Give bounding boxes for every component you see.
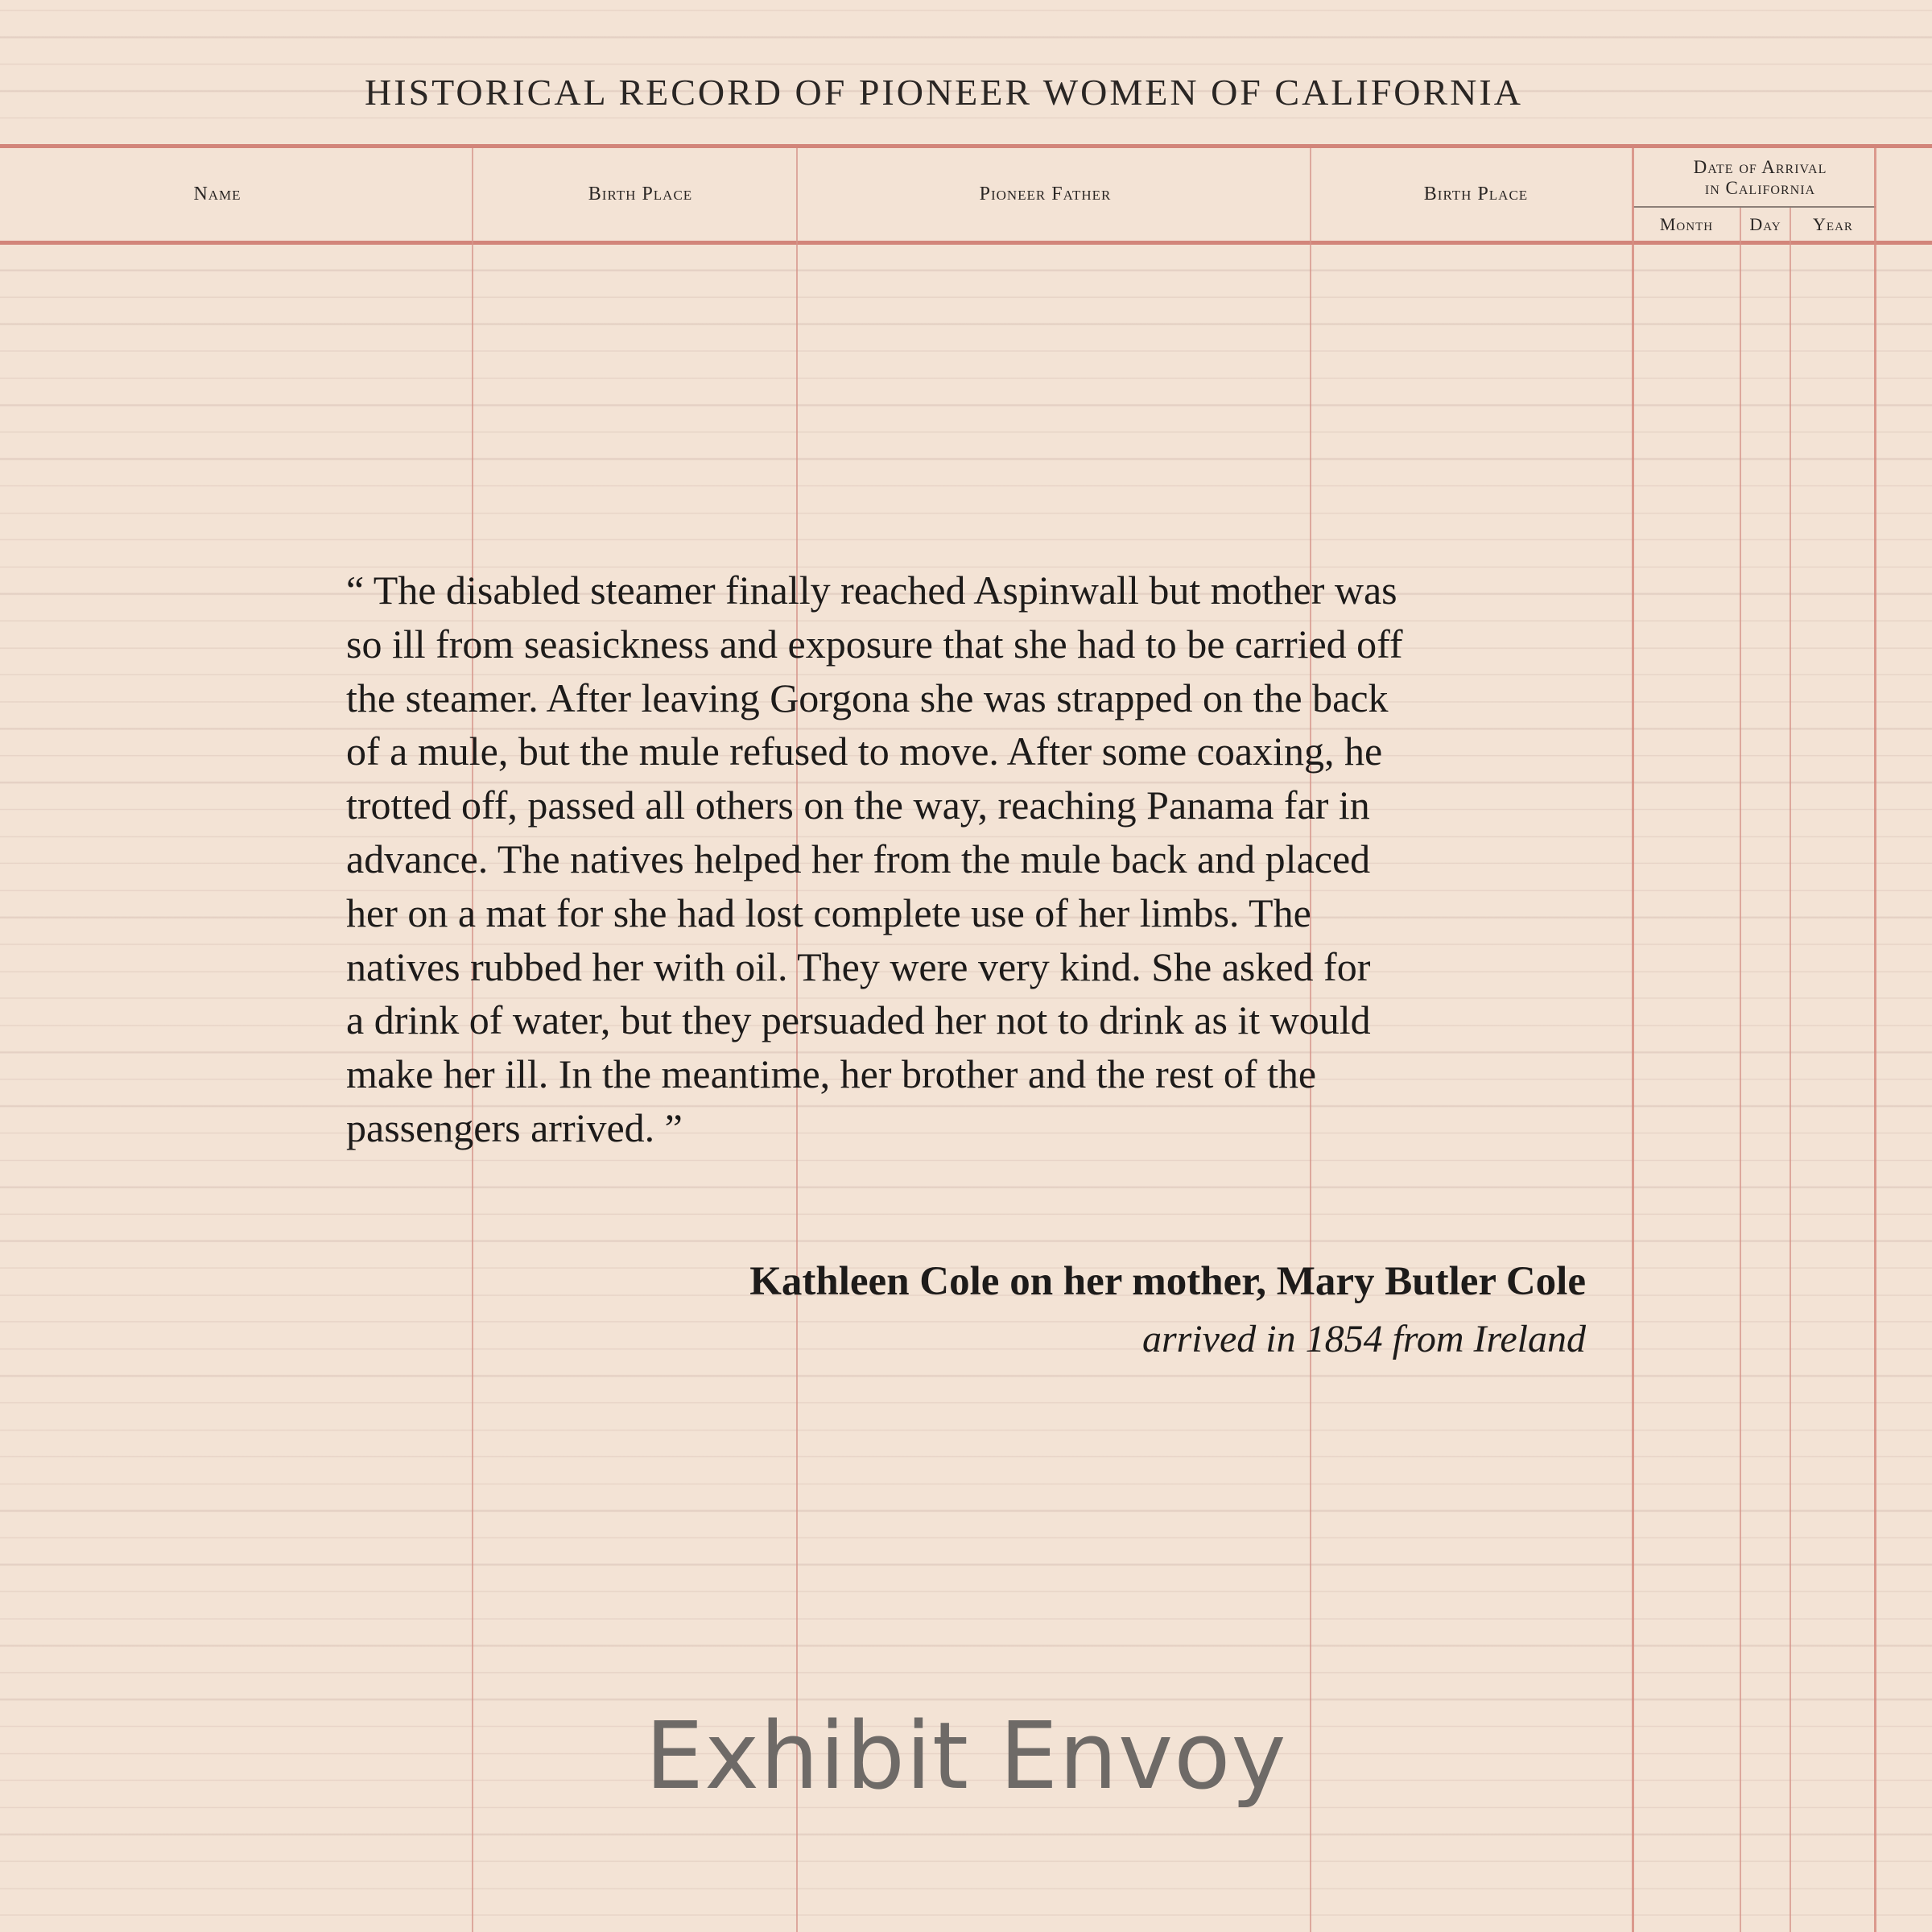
quote-text: “ The disabled steamer finally reached Aspinwall but mother was so ill from seasickness and exposure that she had to be carried off the steamer. After leaving Gorgona she was strapped on the back of a mule, but the mule refused to move. After some coaxing, he trotted off, passed all others on the way, reaching Panama far in advance. The natives helped her from the mule back and placed her on a mat for she had lost complete use of her limbs. The natives rubbed her with oil. They were very kind. She asked for a drink of water, but they persuaded her not to drink as it would make her ill. In the meantime, her brother and the rest of the passengers arrived. ” [346,568,1403,1150]
date-of-arrival-line1: Date of Arrival [1693,157,1827,177]
header-bottom-rule [0,241,1932,245]
column-divider [1790,208,1791,1932]
column-header-father-birth-place: Birth Place [1423,184,1529,204]
column-header-date-of-arrival [1633,157,1887,199]
date-of-arrival-line2: in California [1704,178,1816,198]
date-subheader-rule [1633,206,1876,208]
column-header-year: Year [1813,214,1853,234]
column-divider [1632,148,1634,1932]
column-header-birth-place: Birth Place [588,184,693,204]
column-divider [1874,148,1876,1932]
column-divider [1740,208,1741,1932]
exhibit-watermark: Exhibit Envoy [645,1703,1287,1810]
arrival-note: arrived in 1854 from Ireland [1141,1318,1586,1360]
header-top-rule [0,144,1932,148]
column-header-month: Month [1659,214,1714,234]
quote-attribution: Kathleen Cole on her mother, Mary Butler Cole [749,1259,1586,1304]
column-header-name: Name [193,184,242,204]
column-header-pioneer-father: Pioneer Father [979,184,1112,204]
page-title: HISTORICAL RECORD OF PIONEER WOMEN OF CALIFORNIA [365,72,1523,113]
column-header-day: Day [1749,214,1781,234]
